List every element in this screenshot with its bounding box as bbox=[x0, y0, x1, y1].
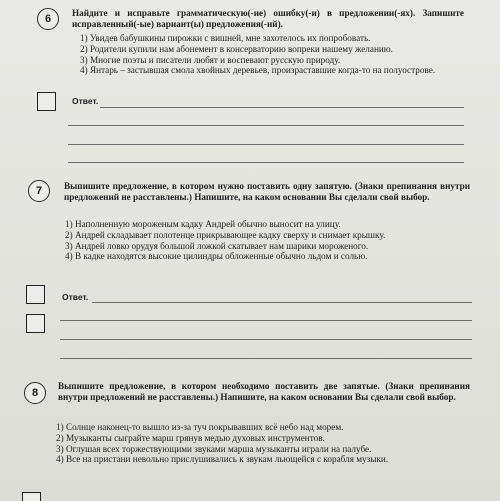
options-list-6 bbox=[80, 33, 435, 76]
option-6-4: 4) Янтарь – застывшая смола хвойных деревьев, произраставшие когда-то на полуострове. bbox=[80, 65, 436, 76]
answer-box-8[interactable] bbox=[22, 492, 41, 501]
task-text-6: Найдите и исправьте грамматическую(-ие) ошибку(-и) в предложении(-ях). Запишите исправленный(-ые) вариант(ы) предложения(-ий). bbox=[72, 8, 464, 29]
option-8-3: 3) Оглушая всех торжествующими звуками марша музыканты играли на палубе. bbox=[56, 443, 372, 454]
option-6-1: 1) Увидев бабушкины пирожки с вишней, мне захотелось их попробовать. bbox=[80, 33, 371, 43]
option-8-2: 2) Музыканты сыграйте марш грянув медью духовых инструментов. bbox=[56, 432, 325, 443]
answer-line-7-1[interactable] bbox=[92, 302, 472, 303]
answer-line-6-1[interactable] bbox=[100, 107, 464, 108]
option-7-1: 1) Наполненную мороженым кадку Андрей обычно выносит на улицу. bbox=[65, 219, 341, 229]
answer-line-6-2[interactable] bbox=[68, 125, 464, 126]
answer-label-6: Ответ. bbox=[72, 96, 99, 106]
option-7-2: 2) Андрей складывает полотенце прикрывающее кадку сверху и снимает крышку. bbox=[65, 229, 386, 240]
answer-line-7-2[interactable] bbox=[60, 320, 472, 321]
answer-line-7-3[interactable] bbox=[60, 339, 472, 340]
option-8-4: 4) Все на пристани невольно прислушивались к звукам льющейся с корабля музыки. bbox=[56, 454, 389, 465]
task-text-7: Выпишите предложение, в котором нужно поставить одну запятую. (Знаки препинания внутри предложений не расставлены.) Напишите, на каком основании Вы сделали свой выбор. bbox=[64, 181, 470, 202]
answer-label-7: Ответ. bbox=[62, 292, 89, 302]
option-8-1: 1) Солнце наконец-то вышло из-за туч покрывавших всё небо над морем. bbox=[56, 422, 344, 432]
option-7-4: 4) В кадке находятся высокие цилиндры обложенные обычно льдом и солью. bbox=[65, 251, 368, 262]
answer-box-7-a[interactable] bbox=[26, 285, 45, 304]
answer-box-7-b[interactable] bbox=[26, 314, 45, 333]
question-number-7: 7 bbox=[28, 180, 50, 202]
question-number-6: 6 bbox=[37, 8, 59, 30]
options-list-7 bbox=[65, 219, 385, 262]
task-text-8: Выпишите предложение, в котором необходимо поставить две запятые. (Знаки препинания внутри предложений не расставлены.) Напишите, на каком основании Вы сделали свой выбор. bbox=[58, 381, 470, 402]
question-number-8: 8 bbox=[24, 382, 46, 404]
option-6-2: 2) Родители купили нам абонемент в консерваторию вопреки нашему желанию. bbox=[80, 43, 393, 54]
option-6-3: 3) Многие поэты и писатели любят и воспевают русскую природу. bbox=[80, 54, 341, 65]
answer-line-7-4[interactable] bbox=[60, 358, 472, 359]
option-7-3: 3) Андрей ловко орудуя большой ложкой скатывает нам шарики мороженого. bbox=[65, 240, 369, 251]
answer-box-6[interactable] bbox=[37, 92, 56, 111]
answer-line-6-4[interactable] bbox=[68, 162, 464, 163]
answer-line-6-3[interactable] bbox=[68, 144, 464, 145]
options-list-8 bbox=[56, 422, 388, 465]
